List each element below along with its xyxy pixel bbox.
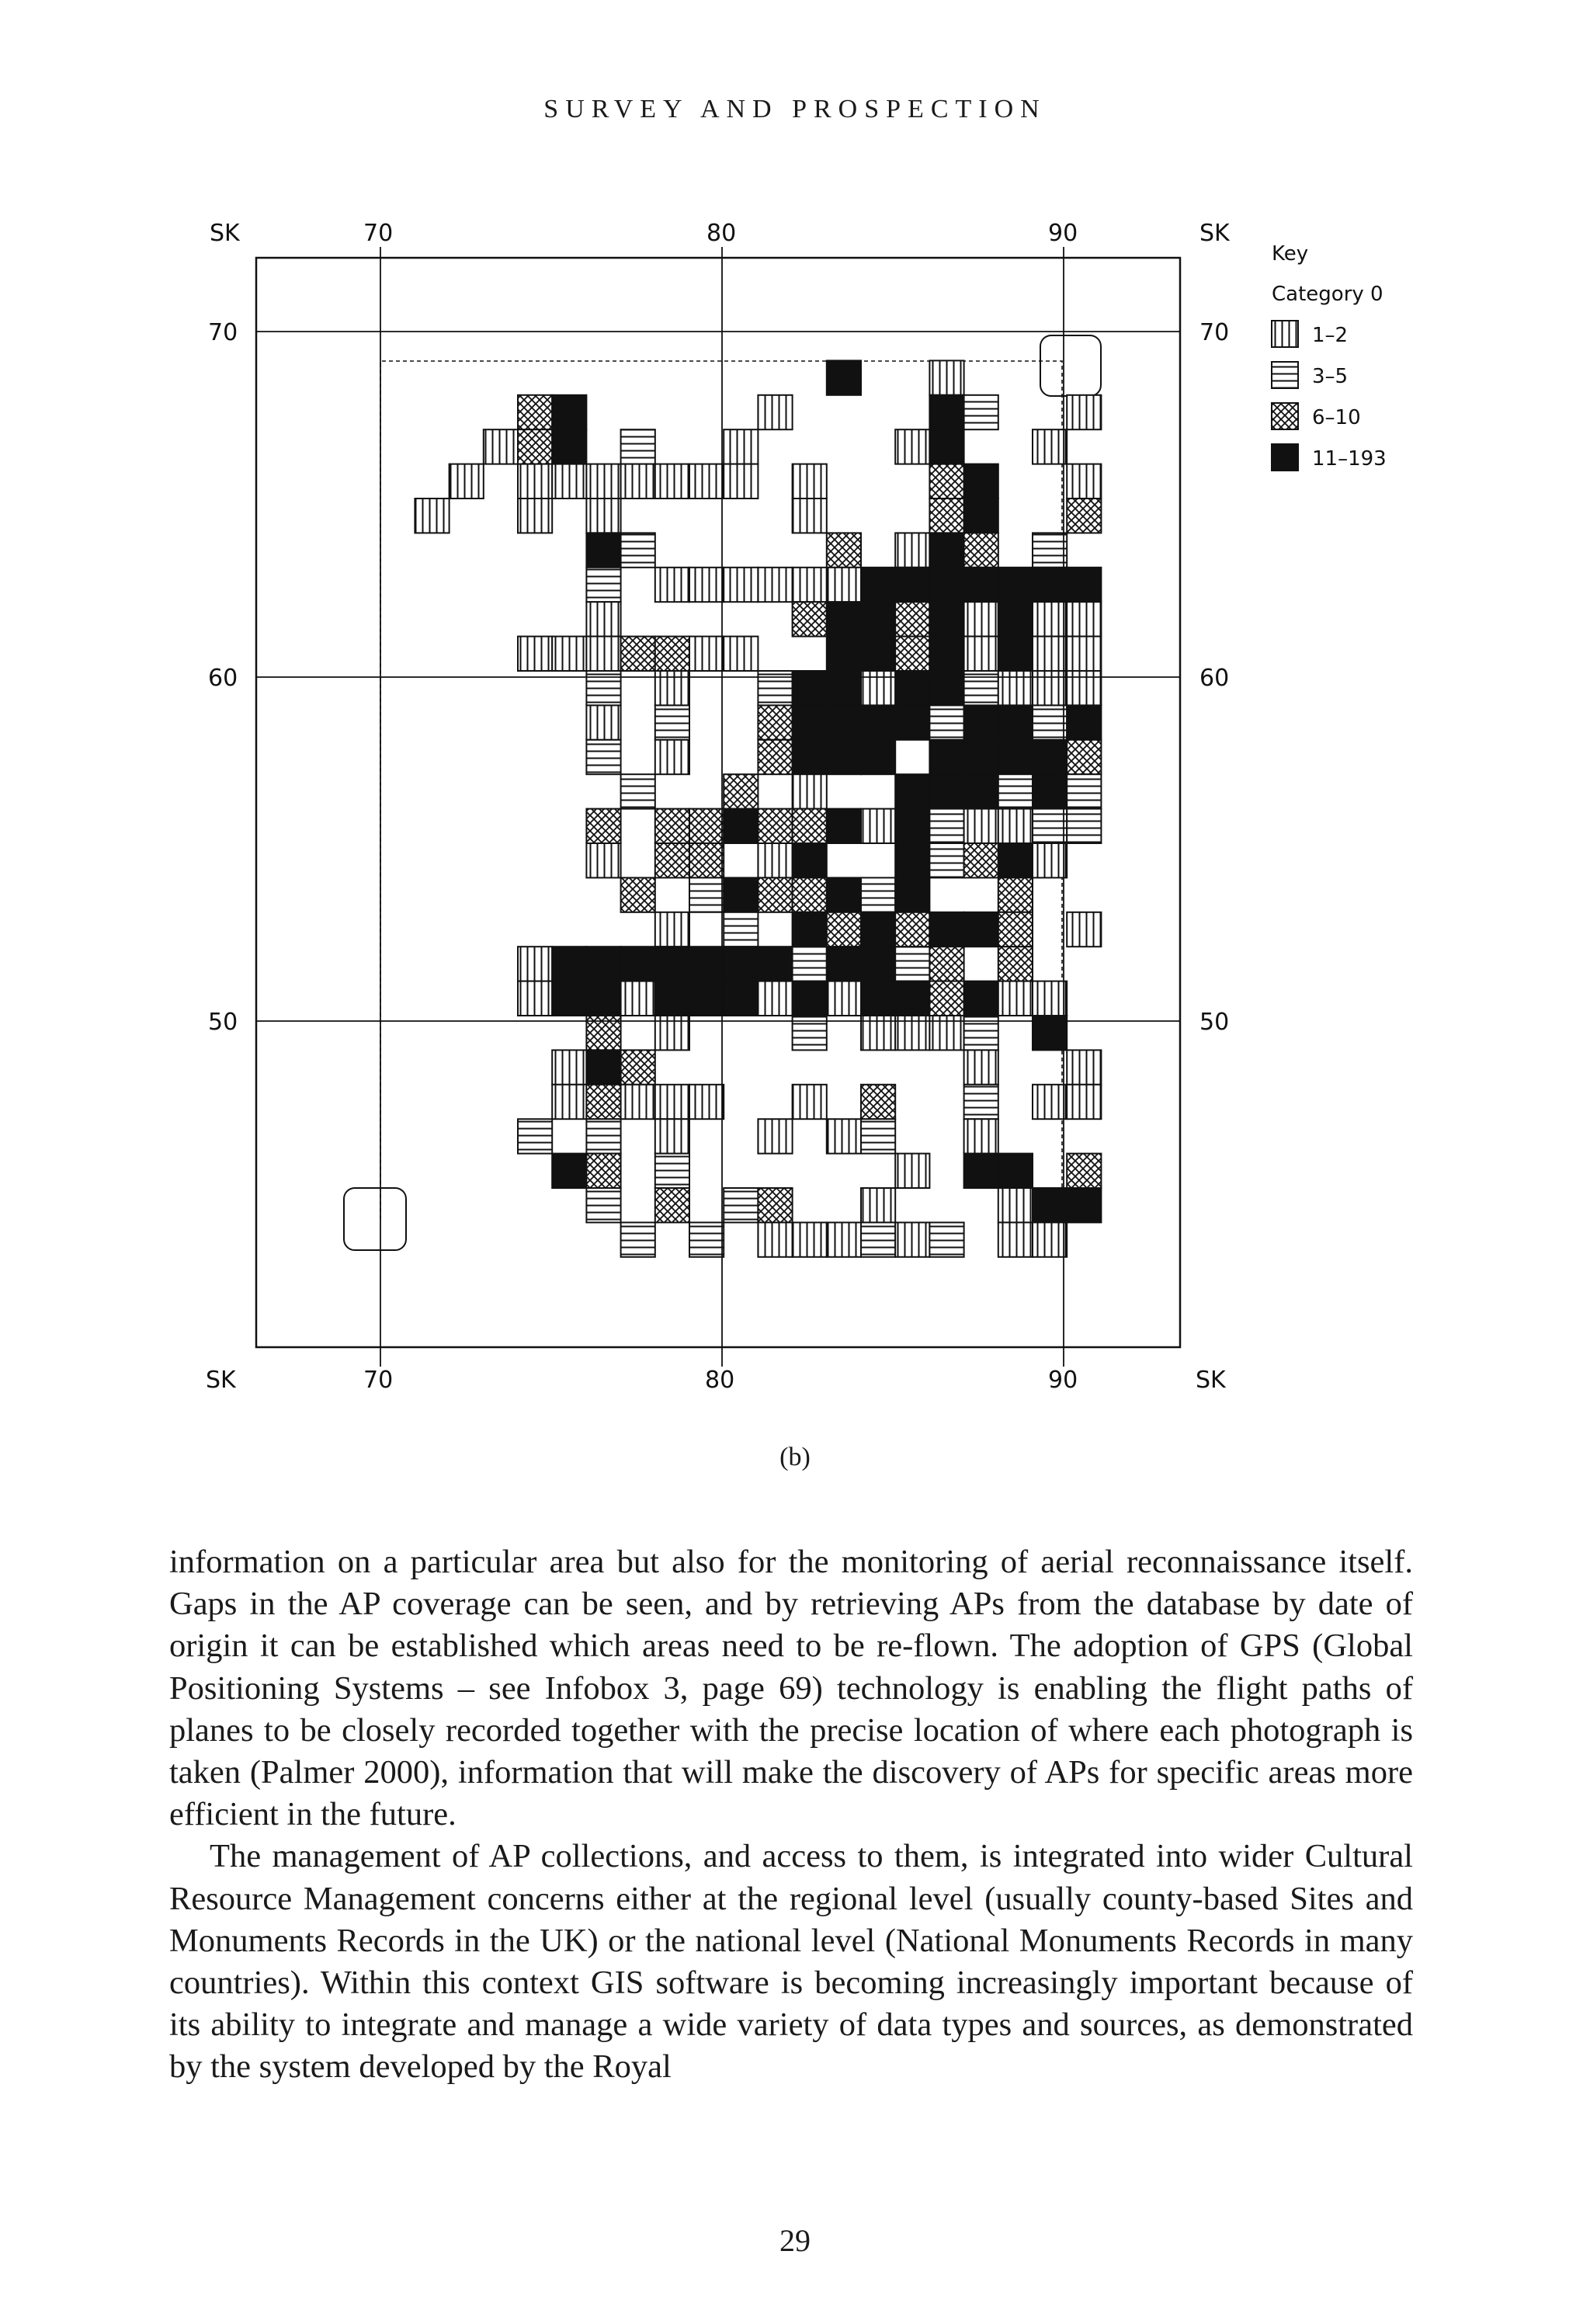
cell-category-11-193 <box>895 809 929 843</box>
cell-category-3-5 <box>621 429 655 464</box>
cell-category-6-10 <box>895 602 929 636</box>
cell-category-3-5 <box>621 533 655 567</box>
cell-category-1-2 <box>689 637 724 671</box>
cell-category-1-2 <box>1033 981 1067 1016</box>
cell-category-1-2 <box>1033 637 1067 671</box>
cell-category-1-2 <box>655 912 689 947</box>
cell-category-6-10 <box>827 912 861 947</box>
cell-category-11-193 <box>552 981 586 1016</box>
cell-category-6-10 <box>929 498 963 533</box>
cell-category-11-193 <box>689 981 724 1016</box>
cell-category-3-5 <box>724 1188 758 1222</box>
cell-category-11-193 <box>793 843 827 877</box>
cell-category-11-193 <box>964 740 998 774</box>
cell-category-1-2 <box>655 671 689 705</box>
bottom-tick-label: 70 <box>363 1367 394 1394</box>
cell-category-1-2 <box>1033 1085 1067 1119</box>
cell-category-3-5 <box>1033 809 1067 843</box>
cell-category-1-2 <box>655 1085 689 1119</box>
cell-category-11-193 <box>827 809 861 843</box>
cell-category-3-5 <box>964 395 998 429</box>
cell-category-11-193 <box>724 981 758 1016</box>
cell-category-1-2 <box>552 637 586 671</box>
cell-category-11-193 <box>895 705 929 739</box>
cell-category-11-193 <box>552 947 586 981</box>
cell-category-1-2 <box>655 464 689 498</box>
cell-category-1-2 <box>1067 637 1101 671</box>
cell-category-1-2 <box>793 498 827 533</box>
cell-category-3-5 <box>895 947 929 981</box>
cell-category-1-2 <box>586 602 620 636</box>
cell-category-11-193 <box>586 1050 620 1084</box>
cell-category-1-2 <box>518 498 552 533</box>
cell-category-6-10 <box>827 533 861 567</box>
cell-category-11-193 <box>998 843 1033 877</box>
body-text <box>169 1541 1413 2089</box>
cell-category-11-193 <box>827 602 861 636</box>
cell-category-11-193 <box>552 395 586 429</box>
cell-category-6-10 <box>621 877 655 912</box>
cell-category-11-193 <box>998 1154 1033 1188</box>
cell-category-11-193 <box>793 671 827 705</box>
cell-category-3-5 <box>1033 533 1067 567</box>
cell-category-11-193 <box>827 671 861 705</box>
cell-category-11-193 <box>1033 774 1067 808</box>
key-swatch-solid-black <box>1272 444 1298 471</box>
cell-category-6-10 <box>724 774 758 808</box>
cell-category-1-2 <box>621 981 655 1016</box>
cell-category-3-5 <box>861 1119 895 1153</box>
cell-category-6-10 <box>1067 498 1101 533</box>
left-tick-label: 50 <box>208 1009 238 1036</box>
cell-category-6-10 <box>793 877 827 912</box>
cell-category-11-193 <box>724 947 758 981</box>
cell-category-6-10 <box>895 637 929 671</box>
cell-category-1-2 <box>1033 429 1067 464</box>
cell-category-6-10 <box>621 637 655 671</box>
cell-category-1-2 <box>964 602 998 636</box>
running-head: SURVEY AND PROSPECTION <box>543 95 1047 123</box>
cell-category-11-193 <box>895 671 929 705</box>
cell-category-11-193 <box>552 1154 586 1188</box>
cell-category-6-10 <box>998 877 1033 912</box>
cell-category-11-193 <box>586 947 620 981</box>
cell-category-11-193 <box>929 395 963 429</box>
cell-category-11-193 <box>724 809 758 843</box>
cell-category-1-2 <box>1033 843 1067 877</box>
cell-category-1-2 <box>689 464 724 498</box>
cell-category-6-10 <box>689 843 724 877</box>
cell-category-11-193 <box>552 429 586 464</box>
cell-category-1-2 <box>895 429 929 464</box>
cell-category-11-193 <box>998 740 1033 774</box>
cell-category-6-10 <box>758 1188 792 1222</box>
cell-category-11-193 <box>929 568 963 602</box>
cell-category-11-193 <box>929 602 963 636</box>
cell-category-1-2 <box>655 1119 689 1153</box>
cell-category-1-2 <box>793 774 827 808</box>
cell-category-1-2 <box>586 705 620 739</box>
grid-cells-layer <box>415 360 1101 1256</box>
cell-category-3-5 <box>689 877 724 912</box>
cell-category-1-2 <box>1033 671 1067 705</box>
cell-category-1-2 <box>964 1119 998 1153</box>
cell-category-1-2 <box>518 981 552 1016</box>
cell-category-11-193 <box>861 637 895 671</box>
cell-category-3-5 <box>1067 809 1101 843</box>
cell-category-3-5 <box>586 740 620 774</box>
cell-category-3-5 <box>586 568 620 602</box>
cell-category-1-2 <box>998 981 1033 1016</box>
cell-category-1-2 <box>998 809 1033 843</box>
cell-category-1-2 <box>861 671 895 705</box>
key-swatch-horizontal-hatch <box>1272 362 1298 388</box>
cell-category-3-5 <box>929 705 963 739</box>
cell-category-6-10 <box>1067 740 1101 774</box>
cell-category-3-5 <box>655 1154 689 1188</box>
cell-category-11-193 <box>964 1154 998 1188</box>
top-tick-label: 80 <box>706 220 737 247</box>
cell-category-11-193 <box>724 877 758 912</box>
map-key <box>1272 242 1387 471</box>
page-number: 29 <box>779 2223 811 2258</box>
cell-category-11-193 <box>793 981 827 1016</box>
cell-category-11-193 <box>964 498 998 533</box>
cell-category-11-193 <box>929 671 963 705</box>
cell-category-1-2 <box>552 1050 586 1084</box>
corner-label-top-right: SK <box>1199 220 1230 247</box>
cell-category-11-193 <box>586 533 620 567</box>
octagon-marker <box>344 1188 406 1250</box>
cell-category-11-193 <box>827 947 861 981</box>
cell-category-6-10 <box>689 809 724 843</box>
cell-category-11-193 <box>689 947 724 981</box>
cell-category-11-193 <box>793 740 827 774</box>
cell-category-11-193 <box>827 637 861 671</box>
cell-category-6-10 <box>586 1154 620 1188</box>
cell-category-3-5 <box>655 705 689 739</box>
cell-category-3-5 <box>793 947 827 981</box>
cell-category-11-193 <box>998 705 1033 739</box>
cell-category-6-10 <box>964 843 998 877</box>
cell-category-1-2 <box>758 843 792 877</box>
key-swatch-cross-hatch <box>1272 403 1298 429</box>
cell-category-1-2 <box>655 740 689 774</box>
cell-category-11-193 <box>793 705 827 739</box>
cell-category-1-2 <box>758 568 792 602</box>
cell-category-11-193 <box>929 912 963 947</box>
cell-category-1-2 <box>1033 602 1067 636</box>
cell-category-1-2 <box>586 498 620 533</box>
cell-category-3-5 <box>861 1222 895 1256</box>
cell-category-3-5 <box>861 877 895 912</box>
cell-category-6-10 <box>621 1050 655 1084</box>
cell-category-1-2 <box>1067 912 1101 947</box>
cell-category-6-10 <box>998 947 1033 981</box>
cell-category-1-2 <box>518 637 552 671</box>
cell-category-1-2 <box>1067 602 1101 636</box>
cell-category-11-193 <box>929 429 963 464</box>
cell-category-1-2 <box>895 1222 929 1256</box>
cell-category-1-2 <box>827 1222 861 1256</box>
cell-category-11-193 <box>861 740 895 774</box>
cell-category-1-2 <box>655 568 689 602</box>
cell-category-1-2 <box>518 947 552 981</box>
cell-category-1-2 <box>724 429 758 464</box>
cell-category-6-10 <box>929 981 963 1016</box>
cell-category-1-2 <box>998 1222 1033 1256</box>
body-paragraph: The management of AP collections, and access to them, is integrated into wider Cultural Resource Management concerns either at the regional level (usually county-based Sites and Monuments Records in the UK) or the national level (National Monuments Records in many countries). Within this context GIS software is becoming increasingly important because of its ability to integrate and manage a wide variety of data types and sources, as demonstrated by the system developed by the Royal <box>169 1838 1413 2086</box>
cell-category-1-2 <box>895 1154 929 1188</box>
cell-category-6-10 <box>1067 1154 1101 1188</box>
cell-category-1-2 <box>758 1119 792 1153</box>
cell-category-1-2 <box>724 568 758 602</box>
cell-category-3-5 <box>586 1188 620 1222</box>
cell-category-11-193 <box>998 637 1033 671</box>
cell-category-3-5 <box>929 1222 963 1256</box>
right-tick-label: 70 <box>1199 319 1230 346</box>
cell-category-11-193 <box>964 464 998 498</box>
cell-category-3-5 <box>929 843 963 877</box>
cell-category-6-10 <box>929 464 963 498</box>
cell-category-3-5 <box>724 912 758 947</box>
cell-category-1-2 <box>1067 671 1101 705</box>
left-tick-label: 70 <box>208 319 238 346</box>
cell-category-11-193 <box>964 568 998 602</box>
cell-category-1-2 <box>758 395 792 429</box>
cell-category-6-10 <box>929 947 963 981</box>
cell-category-11-193 <box>827 705 861 739</box>
cell-category-11-193 <box>1033 568 1067 602</box>
key-item-label: 6–10 <box>1312 406 1361 429</box>
cell-category-11-193 <box>861 602 895 636</box>
cell-category-1-2 <box>689 568 724 602</box>
cell-category-11-193 <box>861 912 895 947</box>
octagon-marker <box>1040 335 1101 396</box>
cell-category-1-2 <box>450 464 484 498</box>
cell-category-11-193 <box>621 947 655 981</box>
cell-category-3-5 <box>929 809 963 843</box>
cell-category-1-2 <box>724 637 758 671</box>
cell-category-11-193 <box>998 602 1033 636</box>
cell-category-3-5 <box>621 1222 655 1256</box>
bottom-tick-label: 80 <box>705 1367 735 1394</box>
cell-category-6-10 <box>758 740 792 774</box>
cell-category-6-10 <box>586 809 620 843</box>
cell-category-1-2 <box>484 429 518 464</box>
cell-category-6-10 <box>998 912 1033 947</box>
cell-category-1-2 <box>827 1119 861 1153</box>
cell-category-6-10 <box>758 705 792 739</box>
cell-category-11-193 <box>827 360 861 394</box>
cell-category-11-193 <box>1067 1188 1101 1222</box>
cell-category-3-5 <box>964 671 998 705</box>
cell-category-1-2 <box>964 637 998 671</box>
cell-category-11-193 <box>929 740 963 774</box>
cell-category-11-193 <box>895 774 929 808</box>
cell-category-1-2 <box>861 1188 895 1222</box>
cell-category-11-193 <box>586 981 620 1016</box>
cell-category-6-10 <box>586 1085 620 1119</box>
cell-category-1-2 <box>827 981 861 1016</box>
cell-category-1-2 <box>758 1222 792 1256</box>
right-tick-label: 50 <box>1199 1009 1230 1036</box>
corner-label-bottom-right: SK <box>1196 1367 1226 1394</box>
cell-category-11-193 <box>758 947 792 981</box>
cell-category-11-193 <box>1067 705 1101 739</box>
top-tick-label: 70 <box>363 220 394 247</box>
cell-category-1-2 <box>415 498 449 533</box>
cell-category-11-193 <box>998 568 1033 602</box>
cell-category-1-2 <box>1067 464 1101 498</box>
cell-category-1-2 <box>1067 1085 1101 1119</box>
cell-category-3-5 <box>964 1085 998 1119</box>
cell-category-11-193 <box>861 947 895 981</box>
cell-category-6-10 <box>964 533 998 567</box>
cell-category-1-2 <box>724 464 758 498</box>
cell-category-11-193 <box>929 533 963 567</box>
cell-category-6-10 <box>655 637 689 671</box>
key-item-label: 1–2 <box>1312 324 1349 347</box>
cell-category-6-10 <box>518 395 552 429</box>
cell-category-1-2 <box>964 809 998 843</box>
cell-category-3-5 <box>586 671 620 705</box>
cell-category-11-193 <box>895 568 929 602</box>
cell-category-1-2 <box>793 1085 827 1119</box>
cell-category-1-2 <box>689 1085 724 1119</box>
cell-category-11-193 <box>964 981 998 1016</box>
cell-category-1-2 <box>1067 1050 1101 1084</box>
cell-category-1-2 <box>998 671 1033 705</box>
cell-category-3-5 <box>998 774 1033 808</box>
key-subtitle: Category 0 <box>1272 283 1383 306</box>
cell-category-1-2 <box>1033 1222 1067 1256</box>
cell-category-11-193 <box>861 981 895 1016</box>
cell-category-1-2 <box>586 464 620 498</box>
body-paragraph: information on a particular area but also for the monitoring of aerial reconnaissance itself. Gaps in the AP coverage can be seen, and by retrieving APs from the database by date of origin it can be established which areas need to be re-flown. The adoption of GPS (Global Positioning Systems – see Infobox 3, page 69) technology is enabling the flight paths of planes to be closely recorded together with the precise location of where each photograph is taken (Palmer 2000), information that will make the discovery of APs for specific areas more efficient in the future. <box>169 1544 1413 1833</box>
right-tick-label: 60 <box>1199 665 1230 692</box>
cell-category-1-2 <box>586 843 620 877</box>
cell-category-6-10 <box>793 809 827 843</box>
cell-category-1-2 <box>1067 395 1101 429</box>
cell-category-3-5 <box>1067 774 1101 808</box>
cell-category-11-193 <box>1033 740 1067 774</box>
corner-label-bottom-left: SK <box>206 1367 236 1394</box>
cell-category-1-2 <box>929 360 963 394</box>
cell-category-6-10 <box>861 1085 895 1119</box>
cell-category-1-2 <box>518 464 552 498</box>
cell-category-6-10 <box>655 809 689 843</box>
cell-category-11-193 <box>861 705 895 739</box>
cell-category-1-2 <box>793 464 827 498</box>
cell-category-11-193 <box>929 774 963 808</box>
cell-category-11-193 <box>827 877 861 912</box>
cell-category-11-193 <box>655 981 689 1016</box>
corner-label-top-left: SK <box>210 220 240 247</box>
figure-caption: (b) <box>779 1443 811 1471</box>
cell-category-3-5 <box>621 774 655 808</box>
cell-category-6-10 <box>518 429 552 464</box>
cell-category-6-10 <box>655 843 689 877</box>
key-item-label: 11–193 <box>1312 447 1387 471</box>
cell-category-1-2 <box>621 464 655 498</box>
cell-category-6-10 <box>758 877 792 912</box>
key-title: Key <box>1272 242 1309 266</box>
cell-category-11-193 <box>929 637 963 671</box>
cell-category-11-193 <box>1067 568 1101 602</box>
cell-category-11-193 <box>964 912 998 947</box>
bottom-tick-label: 90 <box>1048 1367 1078 1394</box>
cell-category-1-2 <box>793 1222 827 1256</box>
cell-category-3-5 <box>758 671 792 705</box>
cell-category-11-193 <box>793 912 827 947</box>
cell-category-1-2 <box>621 1085 655 1119</box>
cell-category-11-193 <box>895 981 929 1016</box>
cell-category-1-2 <box>552 1085 586 1119</box>
cell-category-11-193 <box>895 843 929 877</box>
key-swatch-vertical-hatch <box>1272 321 1298 347</box>
cell-category-6-10 <box>655 1188 689 1222</box>
cell-category-11-193 <box>827 740 861 774</box>
cell-category-6-10 <box>793 602 827 636</box>
cell-category-3-5 <box>518 1119 552 1153</box>
cell-category-3-5 <box>1033 705 1067 739</box>
cell-category-1-2 <box>861 809 895 843</box>
cell-category-1-2 <box>793 568 827 602</box>
cell-category-3-5 <box>689 1222 724 1256</box>
cell-category-3-5 <box>586 1119 620 1153</box>
cell-category-11-193 <box>964 705 998 739</box>
cell-category-11-193 <box>655 947 689 981</box>
cell-category-11-193 <box>861 568 895 602</box>
cell-category-6-10 <box>758 809 792 843</box>
cell-category-1-2 <box>964 1050 998 1084</box>
top-tick-label: 90 <box>1048 220 1078 247</box>
cell-category-1-2 <box>998 1188 1033 1222</box>
cell-category-1-2 <box>895 533 929 567</box>
left-tick-label: 60 <box>208 665 238 692</box>
cell-category-1-2 <box>758 981 792 1016</box>
cell-category-1-2 <box>827 568 861 602</box>
cell-category-11-193 <box>964 774 998 808</box>
cell-category-6-10 <box>895 912 929 947</box>
cell-category-11-193 <box>1033 1188 1067 1222</box>
cell-category-1-2 <box>552 464 586 498</box>
cell-category-1-2 <box>586 637 620 671</box>
cell-category-11-193 <box>895 877 929 912</box>
key-item-label: 3–5 <box>1312 365 1349 388</box>
